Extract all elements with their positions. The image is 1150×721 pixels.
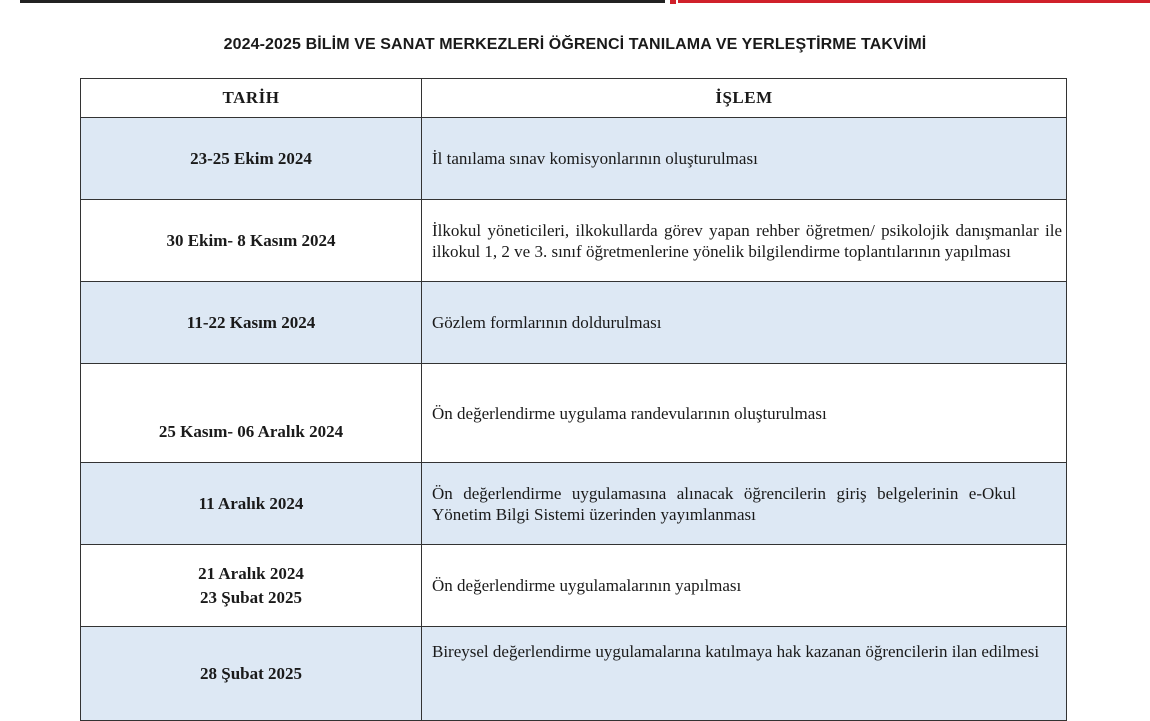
table-row [81,282,1067,364]
schedule-table [80,78,1067,721]
table-header-row [81,79,1067,118]
row-date-end: 23 Şubat 2025 [199,587,303,607]
row-date: 11 Aralık 2024 [81,463,422,545]
row-operation: Ön değerlendirme uygulamasına alınacak öğrencilerin giriş belgelerinin e-Okul Yönetim Bilgi Sistemi üzerinden yayımlanması [422,463,1067,545]
table-row [81,627,1067,721]
table-row [81,118,1067,200]
row-date: 23-25 Ekim 2024 [81,118,422,200]
table-row [81,545,1067,627]
row-date: 25 Kasım- 06 Aralık 2024 [81,364,422,463]
header-operation: İŞLEM [422,79,1067,118]
row-operation: İlkokul yöneticileri, ilkokullarda görev yapan rehber öğretmen/ psikolojik danışmanlar ile ilkokul 1, 2 ve 3. sınıf öğretmenlerine yönelik bilgilendirme toplantılarının yapılması [422,200,1067,282]
table-row [81,364,1067,463]
row-operation: Bireysel değerlendirme uygulamalarına katılmaya hak kazanan öğrencilerin ilan edilmesi [422,627,1067,721]
table-row [81,200,1067,282]
row-operation: İl tanılama sınav komisyonlarının oluşturulması [422,118,1067,200]
top-red-mark [670,0,676,4]
row-date-range [81,545,422,627]
row-date: 28 Şubat 2025 [81,627,422,721]
table-row [81,463,1067,545]
top-dark-bar [20,0,665,3]
top-red-bar [678,0,1150,3]
row-date: 11-22 Kasım 2024 [81,282,422,364]
row-date-start: 21 Aralık 2024 [198,563,304,583]
row-operation: Ön değerlendirme uygulamalarının yapılması [422,545,1067,627]
row-date: 30 Ekim- 8 Kasım 2024 [81,200,422,282]
row-operation: Ön değerlendirme uygulama randevularının oluşturulması [422,364,1067,463]
row-operation: Gözlem formlarının doldurulması [422,282,1067,364]
header-date: TARİH [81,79,422,118]
page-title: 2024-2025 BİLİM VE SANAT MERKEZLERİ ÖĞRENCİ TANILAMA VE YERLEŞTİRME TAKVİMİ [223,36,927,53]
